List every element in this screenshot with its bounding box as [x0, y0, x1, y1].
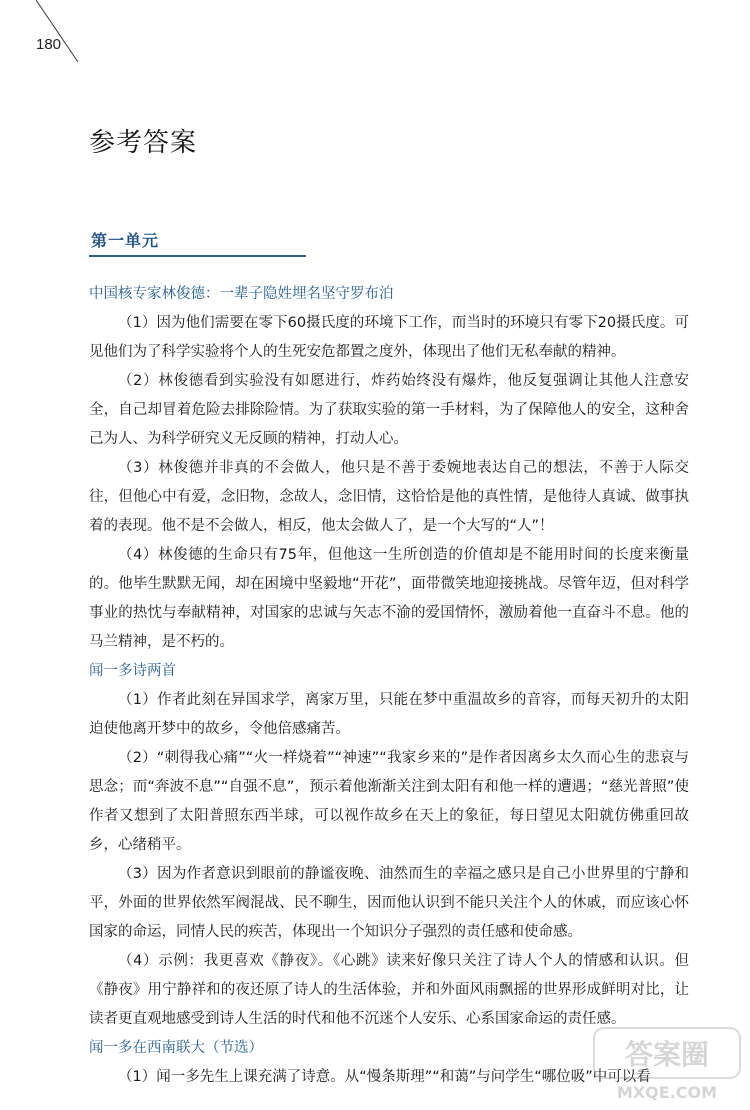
answer-paragraph: （2）“刺得我心痛”“火一样烧着”“神速”“我家乡来的”是作者因离乡太久而心生的悲哀与思念；而“奔波不息”“自强不息”，预示着他渐渐关注到太阳有和他一样的遭遇；“慈光普照”使作者又想到了太阳普照东西半球，可以视作故乡在天上的象征，每日望见太阳就仿佛重回故乡，心绪稍平。	[89, 750, 689, 853]
unit-header	[89, 228, 306, 257]
answer-paragraph: （3）因为作者意识到眼前的静谧夜晚、油然而生的幸福之感只是自己小世界里的宁静和平，外面的世界依然军阀混战、民不聊生，因而他认识到不能只关注个人的休戚，而应该心怀国家的命运，同情人民的疾苦，体现出一个知识分子强烈的责任感和使命感。	[89, 866, 689, 940]
page-corner-line	[30, 0, 90, 70]
answer-paragraph: （4）示例：我更喜欢《静夜》。《心跳》读来好像只关注了诗人个人的情感和认识。但《静夜》用宁静祥和的夜还原了诗人的生活体验，并和外面风雨飘摇的世界形成鲜明对比，让读者更直观地感受到诗人生活的时代和他不沉迷个人安乐、心系国家命运的责任感。	[89, 953, 689, 1027]
watermark-logo	[592, 1026, 742, 1104]
answer-paragraph: （1）闻一多先生上课充满了诗意。从“慢条斯理”“和蔼”与问学生“哪位吸”中可以看	[118, 1069, 651, 1085]
answer-paragraph: （4）林俊德的生命只有75年，但他这一生所创造的价值却是不能用时间的长度来衡量的。他毕生默默无闻，却在困境中坚毅地“开花”，面带微笑地迎接挑战。尽管年迈，但对科学事业的热忱与奉献精神，对国家的忠诚与矢志不渝的爱国情怀，激励着他一直奋斗不息。他的马兰精神，是不朽的。	[89, 547, 689, 650]
section-heading: 闻一多诗两首	[89, 663, 176, 679]
answer-paragraph: （1）因为他们需要在零下60摄氏度的环境下工作，而当时的环境只有零下20摄氏度。可见他们为了科学实验将个人的生死安危都置之度外，体现出了他们无私奉献的精神。	[89, 315, 689, 360]
answer-paragraph: （1）作者此刻在异国求学，离家万里，只能在梦中重温故乡的音容，而每天初升的太阳迫使他离开梦中的故乡，令他倍感痛苦。	[89, 692, 689, 737]
section-heading: 中国核专家林俊德：一辈子隐姓埋名坚守罗布泊	[89, 286, 394, 302]
answer-paragraph: （2）林俊德看到实验没有如愿进行，炸药始终没有爆炸，他反复强调让其他人注意安全，自己却冒着危险去排除险情。为了获取实验的第一手材料，为了保障他人的安全，这种舍己为人、为科学研究义无反顾的精神，打动人心。	[89, 373, 689, 447]
page-number: 180	[36, 36, 62, 53]
svg-text:答案圈: 答案圈	[624, 1038, 710, 1071]
unit-underline	[89, 255, 306, 257]
answer-paragraph: （3）林俊德并非真的不会做人，他只是不善于委婉地表达自己的想法，不善于人际交往，但他心中有爱，念旧物，念故人，念旧情，这恰恰是他的真性情，是他待人真诚、做事执着的表现。他不是不会做人，相反，他太会做人了，是一个大写的“人”！	[89, 460, 689, 534]
answer-content	[89, 280, 689, 1092]
section-wen-yiduo-poems	[89, 657, 689, 1034]
section-lin-junde	[89, 280, 689, 657]
page-title: 参考答案	[89, 128, 198, 158]
section-heading: 闻一多在西南联大（节选）	[89, 1040, 263, 1056]
unit-heading: 第一单元	[91, 231, 160, 250]
svg-text:MXQE.COM: MXQE.COM	[616, 1083, 718, 1102]
